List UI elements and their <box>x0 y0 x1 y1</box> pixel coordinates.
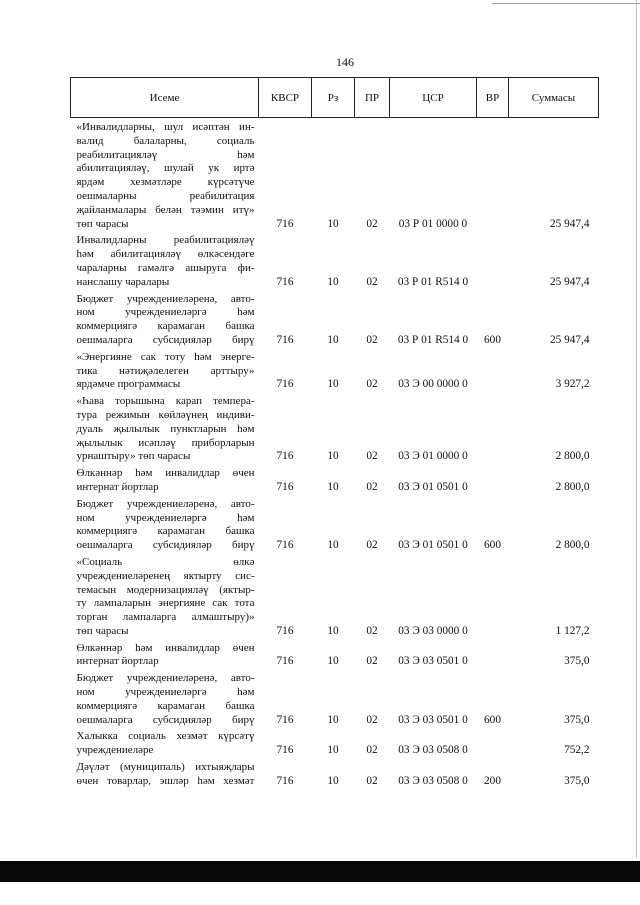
name-line: Өлкәннәр һәм инвалидлар өчен <box>76 467 255 480</box>
name-line: ту лампаларын энергияне сак тота <box>76 597 255 610</box>
cell-sum: 2 800,0 <box>555 539 590 552</box>
cell-kvsr: 716 <box>276 774 294 787</box>
name-line: оешмаларны реабилитация <box>76 189 255 202</box>
cell-rz: 10 <box>327 450 339 463</box>
name-line: валид балаларны, социаль <box>76 134 255 147</box>
cell-kvsr: 716 <box>276 480 294 493</box>
table-row <box>71 553 599 639</box>
cell-vr <box>477 553 509 639</box>
cell-vr <box>477 348 509 392</box>
header-pr: ПР <box>355 78 390 118</box>
header-sum: Суммасы <box>509 78 599 118</box>
cell-rz: 10 <box>327 713 339 726</box>
cell-name <box>71 639 259 670</box>
name-line: Дәүләт (муниципаль) ихтыяҗлары <box>76 761 255 774</box>
name-line: оешмаларга субсидияләр бирү <box>76 333 255 346</box>
cell-csr: 03 Э 01 0501 0 <box>398 539 468 552</box>
name-line: «Инвалидларны, шул исәптән ин- <box>76 121 255 133</box>
name-line: «Социаль өлкә <box>76 555 255 568</box>
name-line: дуаль җылылык пунктларын һәм <box>76 422 255 435</box>
cell-csr: 03 Э 03 0000 0 <box>398 624 468 637</box>
table-row <box>71 392 599 464</box>
header-kvsr: КВСР <box>259 78 312 118</box>
cell-csr: 03 Э 03 0501 0 <box>398 655 468 668</box>
scan-edge-line-right <box>636 0 637 858</box>
name-line: коммерциягә карамаган башка <box>76 320 255 333</box>
name-line: коммерциягә карамаган башка <box>76 699 255 712</box>
cell-pr: 02 <box>366 655 378 668</box>
name-line: тура режимын көйләүнең индиви- <box>76 408 255 421</box>
table-row <box>71 669 599 727</box>
table-body <box>71 118 599 789</box>
cell-rz: 10 <box>327 378 339 391</box>
name-line: чараларны гамәлгә ашыруга фи- <box>76 261 255 274</box>
table-header <box>71 78 599 118</box>
cell-rz: 10 <box>327 774 339 787</box>
cell-csr: 03 Э 01 0501 0 <box>398 480 468 493</box>
name-line: җайланмалары белән тәэмин итү» <box>76 203 255 216</box>
cell-sum: 2 800,0 <box>555 480 590 493</box>
cell-sum: 3 927,2 <box>555 378 590 391</box>
cell-vr: 600 <box>484 713 501 726</box>
cell-name <box>71 495 259 553</box>
cell-name <box>71 727 259 758</box>
cell-pr: 02 <box>366 378 378 391</box>
table-row <box>71 348 599 392</box>
cell-rz: 10 <box>327 480 339 493</box>
name-line: «Һава торышына карап темпера- <box>76 395 255 408</box>
cell-pr: 02 <box>366 333 378 346</box>
name-line: өчен товарлар, эшләр һәм хезмәт <box>76 774 255 787</box>
scan-edge-line-top <box>492 3 640 4</box>
cell-kvsr: 716 <box>276 333 294 346</box>
cell-pr: 02 <box>366 217 378 230</box>
cell-csr: 03 Э 03 0508 0 <box>398 744 468 757</box>
header-name: Исеме <box>71 78 259 118</box>
table-row <box>71 290 599 348</box>
cell-pr: 02 <box>366 774 378 787</box>
cell-kvsr: 716 <box>276 713 294 726</box>
cell-name <box>71 118 259 232</box>
cell-name <box>71 348 259 392</box>
cell-sum: 2 800,0 <box>555 450 590 463</box>
cell-rz: 10 <box>327 217 339 230</box>
cell-pr: 02 <box>366 275 378 288</box>
name-line: нанслашу чаралары <box>76 275 170 288</box>
cell-vr <box>477 118 509 232</box>
cell-rz: 10 <box>327 539 339 552</box>
cell-name <box>71 553 259 639</box>
cell-sum: 752,2 <box>564 744 590 757</box>
cell-rz: 10 <box>327 624 339 637</box>
name-line: оешмаларга субсидияләр бирү <box>76 713 255 726</box>
header-row <box>71 78 599 118</box>
name-line: Бюджет учреждениеләренә, авто- <box>76 292 255 305</box>
budget-table <box>70 77 599 789</box>
cell-name <box>71 392 259 464</box>
cell-csr: 03 Э 01 0000 0 <box>398 450 468 463</box>
name-line: һәм абилитацияләү өлкәсендәге <box>76 248 255 261</box>
name-line: ном учреждениеләргә һәм <box>76 306 255 319</box>
name-line: Өлкәннәр һәм инвалидлар өчен <box>76 641 255 654</box>
name-line: абилитацияләү, шулай ук иртә <box>76 162 255 175</box>
name-line: Бюджет учреждениеләренә, авто- <box>76 497 255 510</box>
table-row <box>71 118 599 232</box>
name-line: реабилитацияләү һәм <box>76 148 255 161</box>
cell-csr: 03 Р 01 R514 0 <box>397 333 469 346</box>
name-line: темасын модернизацияләү (яктыр- <box>76 583 255 596</box>
cell-kvsr: 716 <box>276 450 294 463</box>
cell-sum: 1 127,2 <box>555 624 590 637</box>
cell-kvsr: 716 <box>276 744 294 757</box>
cell-sum: 25 947,4 <box>549 275 590 288</box>
cell-vr <box>477 392 509 464</box>
page-number: 146 <box>336 55 354 69</box>
cell-csr: 03 Р 01 R514 0 <box>397 275 469 288</box>
cell-kvsr: 716 <box>276 275 294 288</box>
cell-kvsr: 716 <box>276 217 294 230</box>
header-csr: ЦСР <box>390 78 477 118</box>
name-line: учреждениеләренең яктырту сис- <box>76 569 255 582</box>
name-line: «Энергияне сак тоту һәм энерге- <box>76 350 255 363</box>
cell-sum: 375,0 <box>564 774 590 787</box>
cell-rz: 10 <box>327 744 339 757</box>
cell-sum: 25 947,4 <box>549 217 590 230</box>
cell-name <box>71 290 259 348</box>
cell-rz: 10 <box>327 275 339 288</box>
cell-vr <box>477 639 509 670</box>
name-line: ярдәм хезмәтләре күрсәтүче <box>76 176 255 189</box>
cell-pr: 02 <box>366 539 378 552</box>
name-line: төп чарасы <box>76 217 129 230</box>
table-row <box>71 495 599 553</box>
cell-csr: 03 Э 03 0508 0 <box>398 774 468 787</box>
cell-name <box>71 464 259 495</box>
table-row <box>71 639 599 670</box>
name-line: ярдәмче программасы <box>76 378 181 391</box>
name-line: Бюджет учреждениеләренә, авто- <box>76 672 255 685</box>
cell-pr: 02 <box>366 624 378 637</box>
cell-vr <box>477 464 509 495</box>
cell-kvsr: 716 <box>276 655 294 668</box>
cell-pr: 02 <box>366 450 378 463</box>
header-rz: Рз <box>312 78 355 118</box>
name-line: учреждениеләре <box>76 744 154 757</box>
name-line: урнаштыру» төп чарасы <box>76 450 191 463</box>
cell-name <box>71 669 259 727</box>
header-vr: ВР <box>477 78 509 118</box>
table-row <box>71 758 599 789</box>
name-line: интернат йортлар <box>76 655 159 668</box>
cell-vr <box>477 727 509 758</box>
name-line: ном учреждениеләргә һәм <box>76 511 255 524</box>
name-line: коммерциягә карамаган башка <box>76 525 255 538</box>
name-line: Халыкка социаль хезмәт күрсәтү <box>76 730 255 743</box>
name-line: ном учреждениеләргә һәм <box>76 686 255 699</box>
scan-bottom-bar <box>0 861 640 882</box>
table-row <box>71 464 599 495</box>
cell-rz: 10 <box>327 655 339 668</box>
cell-sum: 25 947,4 <box>549 333 590 346</box>
name-line: Инвалидларны реабилитацияләү <box>76 234 255 247</box>
name-line: оешмаларга субсидияләр бирү <box>76 539 255 552</box>
cell-csr: 03 Р 01 0000 0 <box>398 217 468 230</box>
cell-vr: 600 <box>484 333 501 346</box>
cell-pr: 02 <box>366 480 378 493</box>
cell-name <box>71 758 259 789</box>
name-line: төп чарасы <box>76 624 129 637</box>
name-line: җылылык исәпләү приборларын <box>76 436 255 449</box>
name-line: тика нәтиҗәлелеген арттыру» <box>76 364 255 377</box>
table-row <box>71 231 599 289</box>
cell-vr: 200 <box>484 774 501 787</box>
cell-pr: 02 <box>366 744 378 757</box>
table-row <box>71 727 599 758</box>
cell-kvsr: 716 <box>276 378 294 391</box>
cell-pr: 02 <box>366 713 378 726</box>
cell-csr: 03 Э 00 0000 0 <box>398 378 468 391</box>
cell-kvsr: 716 <box>276 624 294 637</box>
name-line: торган лампаларга алмаштыру)» <box>76 611 255 624</box>
cell-sum: 375,0 <box>564 713 590 726</box>
cell-vr <box>477 231 509 289</box>
cell-name <box>71 231 259 289</box>
cell-rz: 10 <box>327 333 339 346</box>
cell-sum: 375,0 <box>564 655 590 668</box>
cell-kvsr: 716 <box>276 539 294 552</box>
cell-vr: 600 <box>484 539 501 552</box>
name-line: интернат йортлар <box>76 480 159 493</box>
cell-csr: 03 Э 03 0501 0 <box>398 713 468 726</box>
